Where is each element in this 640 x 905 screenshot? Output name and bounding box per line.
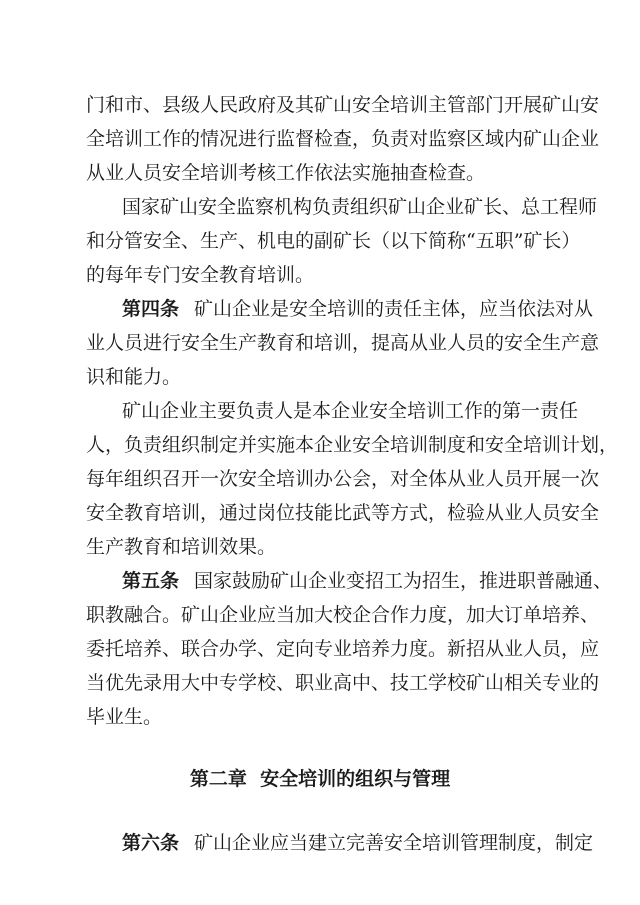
paragraph-line	[0, 224, 640, 258]
paragraph-line	[0, 122, 640, 156]
article-label: 第四条	[122, 298, 180, 320]
paragraph-line	[0, 360, 640, 394]
paragraph-line	[0, 632, 640, 666]
paragraph-text: 业人员进行安全生产教育和培训，提高从业人员的安全生产意	[86, 332, 600, 354]
chapter-heading	[0, 762, 640, 796]
paragraph-line	[0, 666, 640, 700]
article-line	[0, 292, 640, 326]
paragraph-text: 和分管安全、生产、机电的副矿长（以下简称“五职”矿长）	[86, 230, 581, 252]
article-line	[0, 826, 640, 860]
paragraph-line	[0, 88, 640, 122]
chapter-title: 第二章 安全培训的组织与管理	[189, 768, 451, 790]
paragraph-line	[0, 326, 640, 360]
paragraph-line	[0, 428, 640, 462]
paragraph-text: 矿山企业是安全培训的责任主体，应当依法对从	[194, 298, 594, 320]
paragraph-text: 每年组织召开一次安全培训办公会，对全体从业人员开展一次	[86, 468, 600, 490]
paragraph-line	[0, 190, 640, 224]
paragraph-text: 毕业生。	[86, 706, 163, 728]
paragraph-text: 从业人员安全培训考核工作依法实施抽查检查。	[86, 162, 486, 184]
paragraph-line	[0, 598, 640, 632]
paragraph-text: 识和能力。	[86, 366, 182, 388]
paragraph-text: 安全教育培训，通过岗位技能比武等方式，检验从业人员安全	[86, 502, 600, 524]
paragraph-text: 门和市、县级人民政府及其矿山安全培训主管部门开展矿山安	[86, 94, 600, 116]
paragraph-text: 的每年专门安全教育培训。	[86, 264, 315, 286]
article-label: 第六条	[122, 832, 180, 854]
paragraph-line	[0, 700, 640, 734]
paragraph-line	[0, 530, 640, 564]
paragraph-line	[0, 462, 640, 496]
paragraph-text: 生产教育和培训效果。	[86, 536, 277, 558]
article-label: 第五条	[122, 570, 180, 592]
paragraph-text: 职教融合。矿山企业应当加大校企合作力度，加大订单培养、	[86, 604, 600, 626]
article-line	[0, 564, 640, 598]
paragraph-text: 委托培养、联合办学、定向专业培养力度。新招从业人员，应	[86, 638, 600, 660]
paragraph-line	[0, 394, 640, 428]
paragraph-text: 国家矿山安全监察机构负责组织矿山企业矿长、总工程师	[122, 196, 598, 218]
paragraph-line	[0, 258, 640, 292]
paragraph-line	[0, 496, 640, 530]
paragraph-text: 人，负责组织制定并实施本企业安全培训制度和安全培训计划，	[86, 434, 619, 456]
paragraph-text: 当优先录用大中专学校、职业高中、技工学校矿山相关专业的	[86, 672, 600, 694]
paragraph-text: 国家鼓励矿山企业变招工为招生，推进职普融通、	[194, 570, 613, 592]
paragraph-line	[0, 156, 640, 190]
paragraph-text: 矿山企业应当建立完善安全培训管理制度，制定	[194, 832, 594, 854]
paragraph-text: 矿山企业主要负责人是本企业安全培训工作的第一责任	[122, 400, 579, 422]
paragraph-text: 全培训工作的情况进行监督检查，负责对监察区域内矿山企业	[86, 128, 600, 150]
